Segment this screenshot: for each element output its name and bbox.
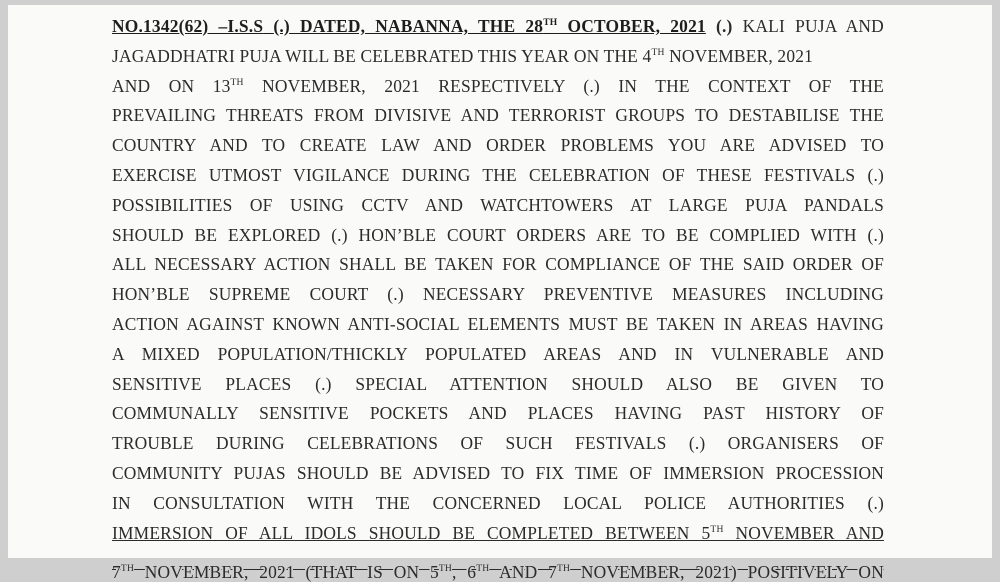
doc-line-10: HON’BLE SUPREME COURT (.) NECESSARY PREVENTIVE MEASURES INCLUDING [112, 284, 884, 305]
doc-line-4: PREVAILING THREATS FROM DIVISIVE AND TERRORIST GROUPS TO DESTABILISE THE [112, 105, 884, 126]
header-separator: (.) [715, 16, 733, 36]
doc-line-6: EXERCISE UTMOST VIGILANCE DURING THE CELEBRATION OF THESE FESTIVALS (.) [112, 164, 884, 185]
reference-number: NO.1342(62) –I.S.S (.) DATED, NABANNA, THE 28TH OCTOBER, 2021 [112, 16, 706, 36]
doc-line-18: IMMERSION OF ALL IDOLS SHOULD BE COMPLETED BETWEEN 5TH NOVEMBER AND [112, 522, 884, 543]
doc-line-12: A MIXED POPULATION/THICKLY POPULATED AREAS AND IN VULNERABLE AND [112, 343, 884, 364]
doc-line-2: JAGADDHATRI PUJA WILL BE CELEBRATED THIS YEAR ON THE 4TH NOVEMBER, 2021 [112, 45, 814, 66]
doc-line-7: POSSIBILITIES OF USING CCTV AND WATCHTOWERS AT LARGE PUJA PANDALS [112, 194, 884, 215]
doc-line-17: IN CONSULTATION WITH THE CONCERNED LOCAL POLICE AUTHORITIES (.) [112, 492, 884, 513]
doc-line-11: ACTION AGAINST KNOWN ANTI-SOCIAL ELEMENTS MUST BE TAKEN IN AREAS HAVING [112, 313, 884, 334]
doc-line-5: COUNTRY AND TO CREATE LAW AND ORDER PROBLEMS YOU ARE ADVISED TO [112, 135, 884, 156]
cut-off-line: 7TH NOVEMBER, 2021 (THAT IS ON 5TH, 6TH AND 7TH NOVEMBER, 2021) POSITIVELY ON [112, 562, 884, 582]
doc-line-9: ALL NECESSARY ACTION SHALL BE TAKEN FOR COMPLIANCE OF THE SAID ORDER OF [112, 254, 884, 275]
doc-line-19-cut [112, 548, 884, 582]
doc-line-14: COMMUNALLY SENSITIVE POCKETS AND PLACES HAVING PAST HISTORY OF [112, 403, 884, 424]
line-text: KALI PUJA AND [742, 16, 884, 36]
doc-line-13: SENSITIVE PLACES (.) SPECIAL ATTENTION SHOULD ALSO BE GIVEN TO [112, 373, 884, 394]
document-page [8, 5, 992, 582]
doc-line-15: TROUBLE DURING CELEBRATIONS OF SUCH FESTIVALS (.) ORGANISERS OF [112, 433, 884, 454]
doc-line-16: COMMUNITY PUJAS SHOULD BE ADVISED TO FIX TIME OF IMMERSION PROCESSION [112, 462, 884, 483]
doc-line-3: AND ON 13TH NOVEMBER, 2021 RESPECTIVELY (.) IN THE CONTEXT OF THE [112, 75, 884, 96]
document-body [112, 12, 884, 582]
doc-line-8: SHOULD BE EXPLORED (.) HON’BLE COURT ORDERS ARE TO BE COMPLIED WITH (.) [112, 224, 884, 245]
doc-line-1 [112, 12, 884, 42]
